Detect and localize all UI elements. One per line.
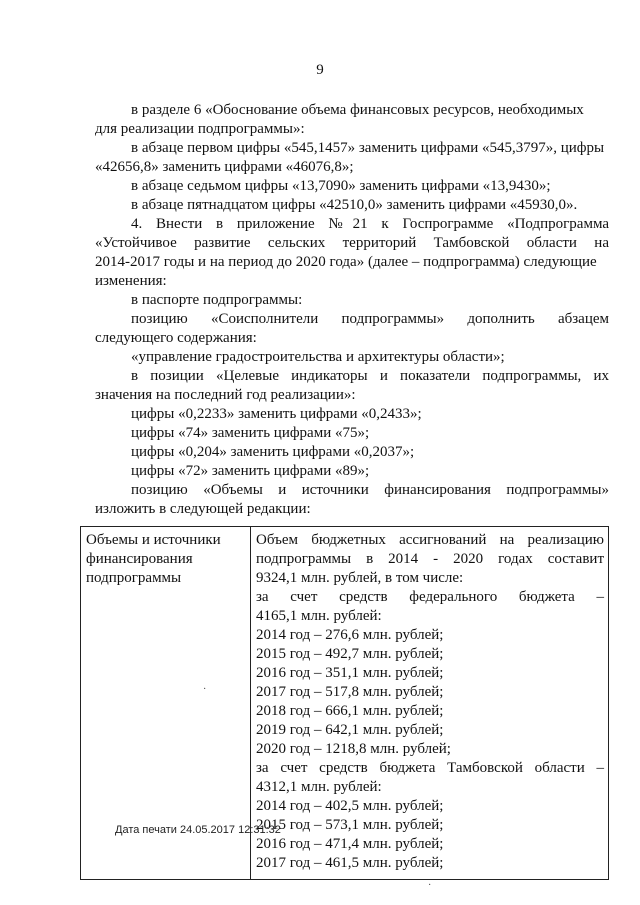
cell-text: 2015 год – 573,1 млн. рублей;	[256, 817, 444, 833]
cell-text: 2020 год – 1218,8 млн. рублей;	[256, 741, 451, 757]
cell-text: 2016 год – 471,4 млн. рублей;	[256, 836, 444, 852]
text-line: «42656,8» заменить цифрами «46076,8»;	[95, 159, 354, 175]
page-number: 9	[316, 62, 324, 78]
text-line: изложить в следующей редакции:	[95, 501, 311, 517]
cell-text: 4165,1 млн. рублей:	[256, 608, 382, 624]
cell-text: 2019 год – 642,1 млн. рублей;	[256, 722, 444, 738]
cell-text: 2017 год – 461,5 млн. рублей;	[256, 855, 444, 871]
cell-text: 2014 год – 402,5 млн. рублей;	[256, 798, 444, 814]
text-line: позицию «Объемы и источники финансирования подпрограммы»	[131, 482, 609, 498]
text-line: в абзаце первом цифры «545,1457» заменить цифрами «545,3797», цифры	[131, 140, 605, 156]
text-line: цифры «72» заменить цифрами «89»;	[131, 463, 370, 479]
cell-text: Объем бюджетных ассигнований на реализацию	[256, 532, 604, 548]
cell-text: за счет средств бюджета Тамбовской области –	[256, 760, 604, 776]
cell-text: финансирования	[86, 551, 193, 567]
cell-text: 2014 год – 276,6 млн. рублей;	[256, 627, 444, 643]
text-line: в позиции «Целевые индикаторы и показатели подпрограммы, их	[131, 368, 609, 384]
cell-text: 2017 год – 517,8 млн. рублей;	[256, 684, 444, 700]
text-line: «управление градостроительства и архитектуры области»;	[131, 349, 505, 365]
cell-text: 2015 год – 492,7 млн. рублей;	[256, 646, 444, 662]
table-cell-content	[251, 527, 609, 880]
scan-speck: ·	[203, 684, 207, 695]
cell-text: Объемы и источники	[86, 532, 221, 548]
text-line: 4. Внести в приложение №21 к Госпрограмме «Подпрограмма	[131, 216, 609, 232]
text-line: 2014-2017 годы и на период до 2020 года» (далее – подпрограмма) следующие	[95, 254, 597, 270]
text-line: в абзаце пятнадцатом цифры «42510,0» заменить цифрами «45930,0».	[131, 197, 578, 213]
cell-text: подпрограммы в 2014 - 2020 годах составит	[256, 551, 604, 567]
cell-text: подпрограммы	[86, 570, 182, 586]
text-line: в разделе 6 «Обоснование объема финансовых ресурсов, необходимых	[131, 102, 584, 118]
text-line: цифры «0,2233» заменить цифрами «0,2433»;	[131, 406, 422, 422]
text-line: в паспорте подпрограммы:	[131, 292, 303, 308]
text-line: «Устойчивое развитие сельских территорий Тамбовской области на	[95, 235, 609, 251]
text-line: изменения:	[95, 273, 167, 289]
cell-text: за счет средств федерального бюджета –	[256, 589, 604, 605]
cell-text: 2018 год – 666,1 млн. рублей;	[256, 703, 444, 719]
text-line: позицию «Соисполнители подпрограммы» дополнить абзацем	[131, 311, 609, 327]
cell-text: 9324,1 млн. рублей, в том числе:	[256, 570, 464, 586]
text-line: цифры «74» заменить цифрами «75»;	[131, 425, 370, 441]
text-line: значения на последний год реализации»:	[95, 387, 356, 403]
cell-text: 2016 год – 351,1 млн. рублей;	[256, 665, 444, 681]
text-line: в абзаце седьмом цифры «13,7090» заменить цифрами «13,9430»;	[131, 178, 551, 194]
scan-speck: ·	[428, 880, 432, 891]
text-line: следующего содержания:	[95, 330, 257, 346]
cell-text: 4312,1 млн. рублей:	[256, 779, 382, 795]
text-line: для реализации подпрограммы»:	[95, 121, 305, 137]
print-date-footer: Дата печати 24.05.2017 12:31:32	[115, 824, 281, 836]
text-line: цифры «0,204» заменить цифрами «0,2037»;	[131, 444, 415, 460]
